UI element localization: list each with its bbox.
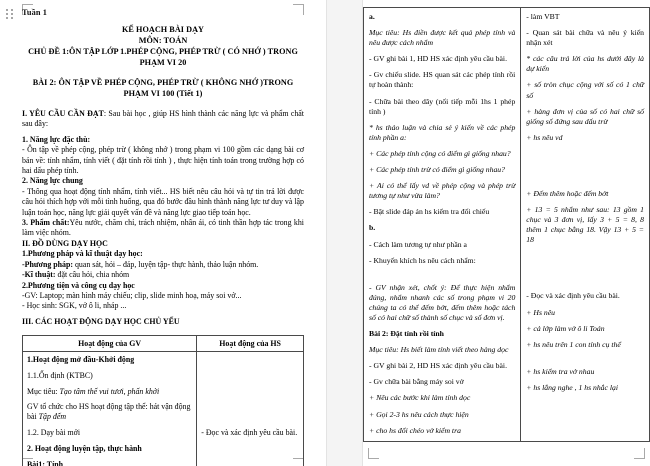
tools-heading-label: 2.Phương tiện và công cụ dạy học <box>22 280 135 290</box>
cell-student-activity-continued <box>521 8 650 442</box>
crop-mark-right-bottom-left <box>368 448 379 459</box>
r-gv-7: + Các phép tính cộng có điểm gì giống nhau? <box>369 148 511 158</box>
section-III-label: III. CÁC HOẠT ĐỘNG DẠY HỌC CHỦ YẾU <box>22 316 180 326</box>
left-page-body <box>22 24 304 466</box>
gv-line-4-head: GV tổ chức cho HS hoạt động tập thể: hát vận động bài <box>27 402 191 422</box>
r-gv-14: - GV nhận xét, chốt ý: Để thực hiện nhẩm đúng, nhẩm nhanh các số trong phạm vi 20 chúng ta có thể đếm bớt, đếm thêm hoặc tách số có hai chữ số thành số chục và số đơn vị. <box>369 282 516 322</box>
gv-line-3 <box>27 387 192 397</box>
gv-line-3-tail: Tạo tâm thế vui tươi, phấn khởi <box>59 386 160 396</box>
cell-teacher-activity-continued <box>364 8 521 442</box>
section-II-label: II. ĐỒ DÙNG DẠY HỌC <box>22 238 108 248</box>
competency-3-text: Yêu nước, chăm chỉ, trách nhiệm, nhân ái, có tinh thần hợp tác trong khi làm việc nhóm. <box>22 218 304 238</box>
r-gv-9: + Ai có thể lấy vd về phép cộng và phép trừ tương tự như vừa làm? <box>369 181 516 201</box>
r-hs-3: * các câu trả lời của hs dưới đây là dự kiến <box>526 54 644 74</box>
r-gv-6: * hs thảo luận và chia sẻ ý kiến về các phép tính phần a: <box>369 122 516 142</box>
r-gv-20: + Gọi 2-3 hs nêu cách thực hiện <box>369 409 469 419</box>
doc-title-2: MÔN: TOÁN <box>138 36 188 45</box>
r-gv-17: - GV ghi bài 2, HD HS xác định yêu cầu bài. <box>369 361 507 371</box>
gutter-line-left <box>326 0 327 466</box>
page-right <box>363 0 650 466</box>
r-hs-11: + cả lớp làm vở ô li Toán <box>526 323 605 333</box>
r-gv-4: - Gv chiếu slide. HS quan sát các phép tính rồi tự hoàn thành: <box>369 70 516 90</box>
gv-line-1: 1.Hoạt động mở đầu-Khởi động <box>27 355 135 365</box>
r-gv-13: - Khuyến khích hs nêu cách nhẩm: <box>369 255 476 265</box>
technique-line-label: -Kĩ thuật: <box>22 270 56 280</box>
competency-3 <box>22 218 304 239</box>
r-hs-4: + số tròn chục cộng với số có 1 chữ số <box>526 80 644 100</box>
r-gv-3: - GV ghi bài 1, HD HS xác định yêu cầu bài. <box>369 54 507 64</box>
r-hs-14: + hs lắng nghe , 1 hs nhắc lại <box>526 382 618 392</box>
gv-line-7: Bài1: Tính <box>27 459 64 466</box>
technique-line-text: đặt câu hỏi, chia nhóm <box>55 270 130 280</box>
r-hs-1: - làm VBT <box>526 12 560 21</box>
section-I-intro: : Sau bài học , giúp HS hình thành các năng lực và phẩm chất sau đây: <box>22 109 304 129</box>
gv-line-4 <box>27 402 192 422</box>
r-gv-18: - Gv chữa bài bằng máy soi vở <box>369 377 464 387</box>
r-gv-1: a. <box>369 12 375 21</box>
table-header-row <box>23 336 304 352</box>
page-gutter <box>326 0 363 466</box>
r-hs-spacer-1 <box>526 149 644 189</box>
r-hs-10: + Hs nêu <box>526 307 555 317</box>
section-I-heading <box>22 109 304 130</box>
r-hs-spacer-3 <box>526 356 644 367</box>
th-student-activity: Hoạt động của HS <box>197 336 304 352</box>
competency-3-title: 3. Phẩm chất: <box>22 218 70 228</box>
r-gv-2: Mục tiêu: Hs điền được kết quả phép tính và nêu được cách nhẩm <box>369 28 516 48</box>
doc-title-4: BÀI 2: ÔN TẬP VỀ PHÉP CỘNG, PHÉP TRỪ ( KHÔNG NHỚ )TRONG PHẠM VI 100 (Tiết 1) <box>32 78 294 98</box>
r-gv-11: b. <box>369 223 376 233</box>
r-hs-7: + Đếm thêm hoặc đếm bớt <box>526 188 609 198</box>
r-gv-12: - Cách làm tương tự như phần a <box>369 239 467 249</box>
r-gv-8: + Các phép tính trừ có điểm gì giống nhau? <box>369 165 505 175</box>
r-gv-15: Bài 2: Đặt tính rồi tính <box>369 329 444 339</box>
competency-1-title: 1. Năng lực đặc thù: <box>22 134 91 144</box>
gv-line-6: 2. Hoạt động luyện tập, thực hành <box>27 443 142 453</box>
drag-handle-icon[interactable] <box>6 9 14 22</box>
section-III-heading <box>22 317 304 327</box>
doc-title-1: KẾ HOẠCH BÀI DẠY <box>122 25 204 34</box>
competency-1-text: - Ôn tập về phép cộng, phép trừ ( không nhớ ) trong phạm vi 100 gồm các dạng bài cơ bản về: tính nhẩm, tính viết ( đặt tính rồi tính ) , thực hiện tính toán trong trường hợp có hai dấu phép tính. <box>22 145 304 176</box>
th-teacher-activity: Hoạt động của GV <box>23 336 197 352</box>
method-line-text: quan sát, hỏi – đáp, luyện tập- thực hành, thảo luận nhóm. <box>73 259 259 269</box>
r-hs-12: + hs nêu trên 1 con tính cụ thể <box>526 339 621 349</box>
r-hs-5: + hàng đơn vị của số có hai chữ số giống số đứng sau dấu trừ <box>526 106 644 126</box>
r-gv-19: + Nêu các bước khi làm tính dọc <box>369 393 471 403</box>
gv-line-3-head: Mục tiêu: <box>27 386 60 396</box>
cell-student-activity <box>197 352 304 466</box>
r-hs-6: + hs nêu vd <box>526 132 563 142</box>
technique-line <box>22 270 304 280</box>
r-hs-8: + 13 = 5 nhẩm như sau: 13 gồm 1 chục và 3 đơn vị, lấy 3 + 5 = 8, 8 thêm 1 chục bằng 18. Vậy 13 + 5 = 18 <box>526 205 644 245</box>
continuation-table <box>363 7 650 442</box>
cell-teacher-activity <box>23 352 197 466</box>
r-gv-10: - Bật slide đáp án hs kiểm tra đối chiếu <box>369 207 490 217</box>
activities-table <box>22 335 304 466</box>
week-header: Tuần 1 <box>22 8 47 17</box>
competency-2-text: - Thông qua hoạt động tính nhẩm, tính viết... HS biết nêu câu hỏi và tự tin trả lời được câu hỏi thích hợp với mỗi tình huống, qua đó bước đầu hình thành năng lực tư duy và lập luận toán học, năng lực giải quyết vấn đề và năng lực giao tiếp toán học. <box>22 186 304 217</box>
r-hs-spacer-2 <box>526 251 644 291</box>
competency-1-label <box>22 135 304 145</box>
r-gv-21: + cho hs đổi chéo vở kiểm tra <box>369 425 461 435</box>
competency-2-label <box>22 176 304 186</box>
method-heading-label: 1.Phương pháp và kĩ thuật dạy học: <box>22 249 143 259</box>
r-gv-5: - Chữa bài theo dãy (nối tiếp mỗi 1hs 1 phép tính ) <box>369 96 516 116</box>
crop-mark-right-bottom-right <box>634 448 645 459</box>
method-line-label: -Phương pháp: <box>22 259 73 269</box>
gv-line-4-tail: Tập đếm <box>38 412 67 422</box>
gv-line-2: 1.1.Ổn định (KTBC) <box>27 370 93 380</box>
r-gv-16: Mục tiêu: Hs biết làm tính viết theo hàng dọc <box>369 345 509 355</box>
tools-heading <box>22 281 304 291</box>
tools-student: - Học sinh: SGK, vở ô li, nháp ... <box>22 301 127 311</box>
section-I-label: I. YÊU CẦU CẦN ĐẠT <box>22 109 104 118</box>
competency-2-title: 2. Năng lực chung <box>22 176 83 186</box>
r-hs-9: - Đọc và xác định yêu cầu bài. <box>526 291 620 301</box>
r-gv-spacer <box>369 272 515 283</box>
hs-line-1: - Đọc và xác định yêu cầu bài. <box>201 428 298 438</box>
doc-title-3: CHỦ ĐỀ 1:ÔN TẬP LỚP 1.PHÉP CỘNG, PHÉP TRỪ ( CÓ NHỚ ) TRONG PHẠM VI 20 <box>28 47 298 67</box>
table-row <box>23 352 304 466</box>
gv-line-5: 1.2. Dạy bài mới <box>27 428 81 438</box>
method-line <box>22 260 304 270</box>
r-hs-2: - Quan sát bài chữa và nêu ý kiến nhận xét <box>526 28 644 48</box>
table-row <box>364 8 650 442</box>
r-hs-13: + hs kiểm tra vở nhau <box>526 366 595 376</box>
section-II-heading <box>22 239 304 249</box>
tools-teacher: -GV: Laptop; màn hình máy chiếu; clip, slide minh hoạ, máy soi vở... <box>22 290 242 300</box>
crop-mark-top-right <box>293 4 304 15</box>
method-heading <box>22 249 304 259</box>
